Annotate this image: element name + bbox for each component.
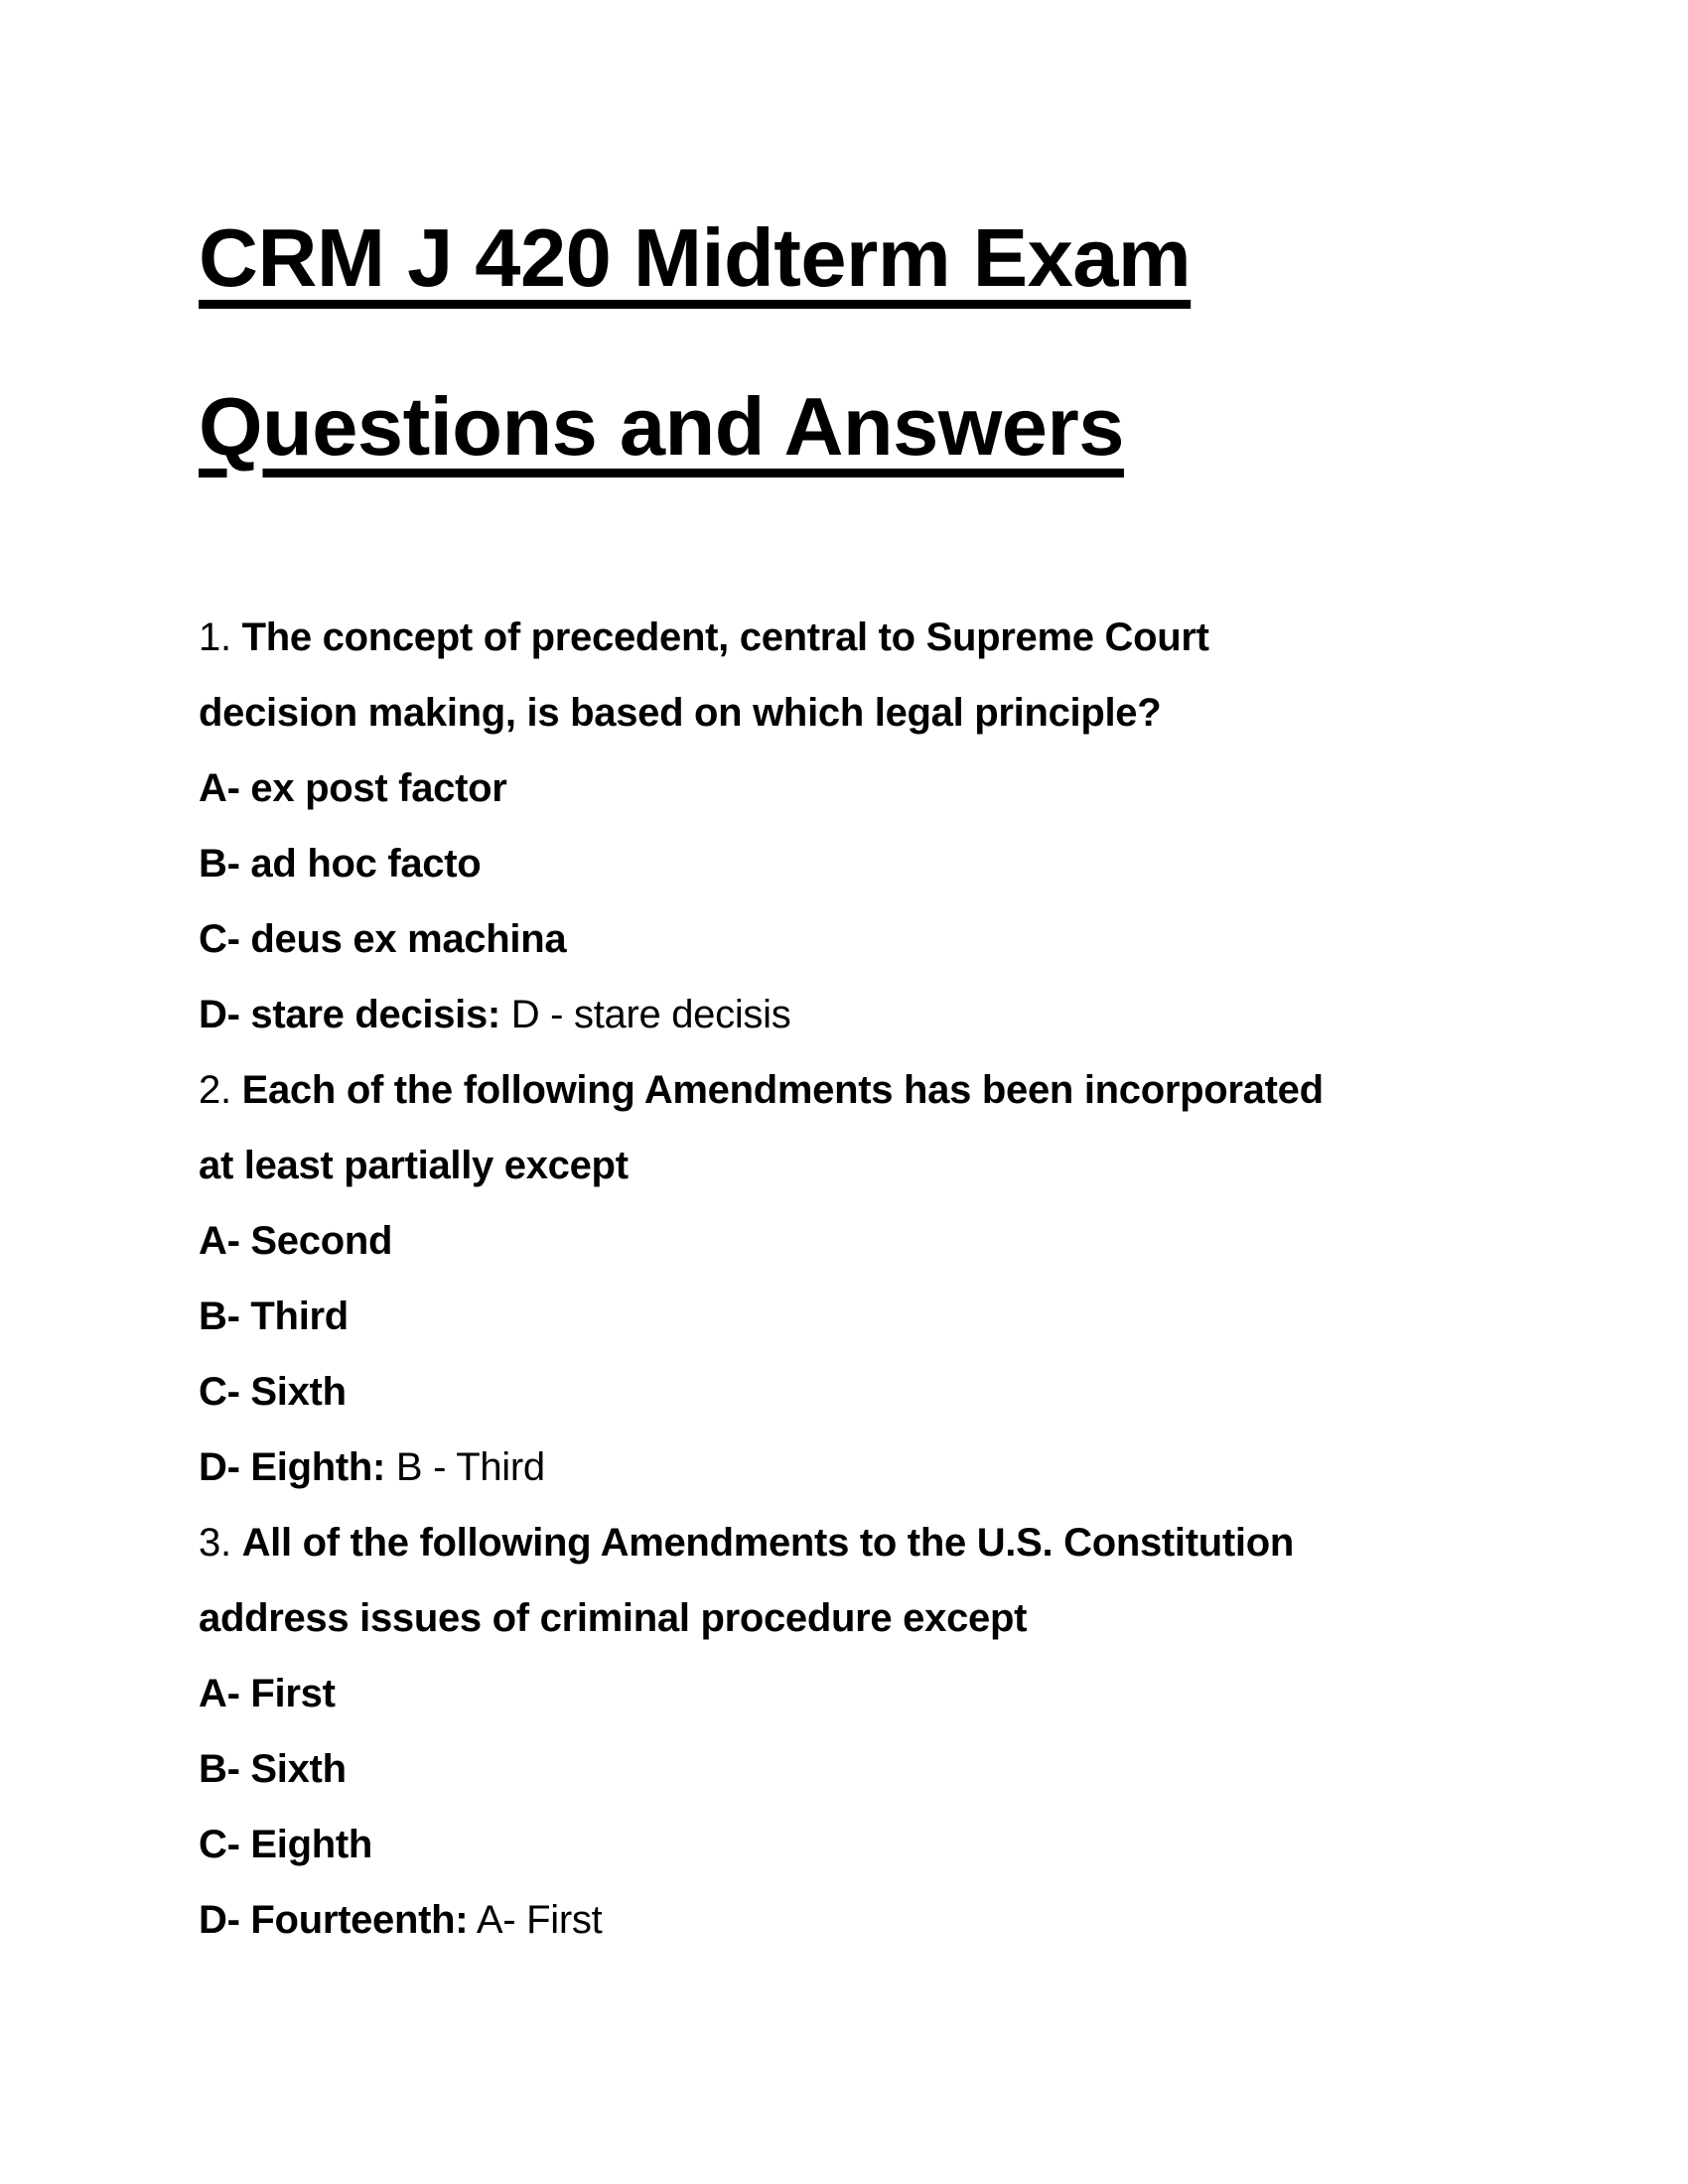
question-1-option-a: A- ex post factor bbox=[199, 766, 507, 810]
question-3-stem-line-1 bbox=[199, 1523, 1294, 1563]
question-1-stem-line-1 bbox=[199, 617, 1209, 657]
question-1-option-c: C- deus ex machina bbox=[199, 917, 567, 961]
option-label: D- Fourteenth: bbox=[199, 1898, 469, 1942]
question-1-option-d bbox=[199, 995, 790, 1034]
question-number: 2. bbox=[199, 1068, 231, 1112]
answer-text: D - stare decisis bbox=[510, 993, 791, 1036]
question-3-option-a: A- First bbox=[199, 1672, 336, 1715]
question-3-option-d bbox=[199, 1900, 602, 1940]
question-number: 3. bbox=[199, 1521, 231, 1565]
answer-text: B - Third bbox=[395, 1445, 545, 1489]
option-label: D- Eighth: bbox=[199, 1445, 386, 1489]
question-3-option-c: C- Eighth bbox=[199, 1823, 373, 1866]
document-title-line-2: Questions and Answers bbox=[199, 380, 1124, 473]
question-number: 1. bbox=[199, 615, 231, 659]
question-2-option-b: B- Third bbox=[199, 1295, 349, 1338]
question-text: The concept of precedent, central to Supreme Court bbox=[241, 615, 1209, 659]
answer-text: A- First bbox=[476, 1898, 603, 1942]
question-1-stem-line-2: decision making, is based on which legal principle? bbox=[199, 691, 1162, 735]
question-3-stem-line-2: address issues of criminal procedure except bbox=[199, 1596, 1028, 1640]
question-text: Each of the following Amendments has been incorporated bbox=[241, 1068, 1324, 1112]
question-2-stem-line-1 bbox=[199, 1070, 1324, 1110]
document-title-line-1: CRM J 420 Midterm Exam bbox=[199, 211, 1192, 304]
question-text: All of the following Amendments to the U.S. Constitution bbox=[241, 1521, 1295, 1565]
question-2-option-d bbox=[199, 1447, 545, 1487]
question-2-option-a: A- Second bbox=[199, 1219, 393, 1263]
question-2-option-c: C- Sixth bbox=[199, 1370, 347, 1414]
question-3-option-b: B- Sixth bbox=[199, 1747, 347, 1791]
question-2-stem-line-2: at least partially except bbox=[199, 1144, 629, 1187]
question-1-option-b: B- ad hoc facto bbox=[199, 842, 482, 886]
option-label: D- stare decisis: bbox=[199, 993, 500, 1036]
